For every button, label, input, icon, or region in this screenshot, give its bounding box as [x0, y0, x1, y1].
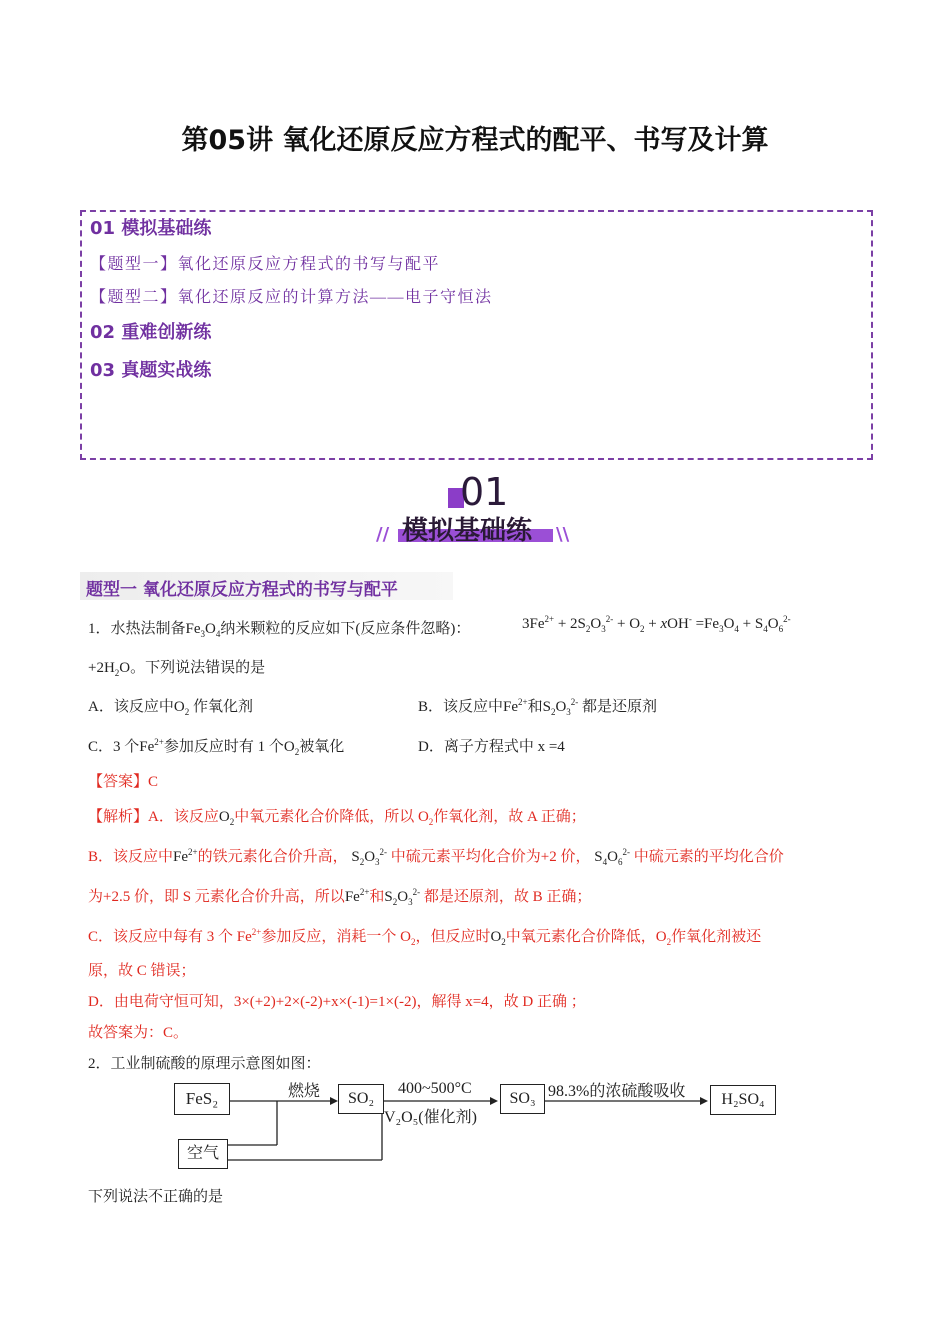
q2-tail: 下列说法不正确的是: [88, 1189, 224, 1205]
q1-option-c: C．3 个$Fe^{2+}$参加反应时有 1 个$O_2$被氧化: [88, 737, 345, 757]
label-absorption: 98.3%的浓硫酸吸收: [548, 1083, 686, 1100]
box-h2so4: H₂SO₄: [710, 1085, 776, 1115]
page-title: 第05讲 氧化还原反应方程式的配平、书写及计算: [181, 125, 769, 156]
sulfuric-acid-process-diagram: [170, 1078, 790, 1170]
q1-stem-line2: $+2H_2O$。下列说法错误的是: [88, 660, 266, 678]
q1-explanation-b1: B．该反应中$Fe^{2+}$的铁元素化合价升高， $S_2O_3^{2-}$ 中硫元素平均化合价为+2 价， $S_4O_6^{2-}$ 中硫元素的平均化合价: [88, 847, 784, 867]
q1-explanation-c1: C．该反应中每有 3 个 $Fe^{2+}$参加反应，消耗一个 $O_2$，但反应时$O_2$中氧元素化合价降低，$O_2$作氧化剂被还: [88, 927, 762, 947]
slash-decoration-right: \\: [556, 524, 570, 545]
formula-fe3o4: $Fe_3O_4$: [185, 621, 221, 639]
q2-stem: 2．工业制硫酸的原理示意图如图：: [88, 1056, 321, 1072]
q1-explanation-c2: 原，故 C 错误；: [88, 963, 196, 979]
label-temperature: 400~500°C: [398, 1080, 472, 1097]
q1-option-d: D．离子方程式中 x =4: [418, 739, 565, 755]
q1-option-a: A．该反应中$O_2$ 作氧化剂: [88, 699, 253, 717]
arrowhead-1: [330, 1097, 338, 1105]
q1-explanation-b2: 为+2.5 价，即 S 元素化合价升高，所以$Fe^{2+}$和$S_2O_3^{2-}$ 都是还原剂，故 B 正确；: [88, 887, 592, 907]
box-fes2: FeS₂: [174, 1083, 230, 1115]
type-heading: 题型一 氧化还原反应方程式的书写与配平: [86, 580, 398, 600]
q1-conclusion: 故答案为：C。: [88, 1025, 189, 1041]
reaction-equation: $3Fe^{2+} + 2S_2O_3^{2-} + O_2 + xOH^- =Fe_3O_4 + S_4O_6^{2-}$: [522, 614, 791, 634]
toc-heading-3: 03 真题实战练: [90, 360, 212, 381]
box-air: 空气: [178, 1139, 228, 1169]
q1-explanation-a: 【解析】A．该反应$O_2$中氧元素化合价降低，所以 $O_2$作氧化剂，故 A 正确；: [88, 809, 586, 827]
section-title: 模拟基础练: [402, 516, 533, 546]
toc-sub-2: 【题型二】氧化还原反应的计算方法——电子守恒法: [90, 289, 493, 306]
toc-sub-1: 【题型一】氧化还原反应方程式的书写与配平: [90, 256, 441, 273]
q1-explanation-d: D．由电荷守恒可知，3×(+2)+2×(-2)+x×(-1)=1×(-2)，解得 x=4，故 D 正确 ；: [88, 994, 586, 1010]
box-so2: SO₂: [338, 1084, 384, 1114]
box-so3: SO₃: [500, 1084, 545, 1114]
label-catalyst: V₂O₅(催化剂): [384, 1109, 477, 1126]
q1-option-b: B．该反应中$Fe^{2+}$和$S_2O_3^{2-}$ 都是还原剂: [418, 697, 658, 717]
q1-stem-line1: 1．水热法制备$Fe_3O_4$纳米颗粒的反应如下(反应条件忽略)：: [88, 621, 471, 639]
q1-answer: 【答案】C: [88, 774, 159, 790]
arrowhead-2: [490, 1097, 498, 1105]
slash-decoration-left: //: [376, 524, 390, 545]
label-burn: 燃烧: [288, 1083, 321, 1100]
toc-heading-2: 02 重难创新练: [90, 322, 212, 343]
arrowhead-3: [700, 1097, 708, 1105]
toc-heading-1: 01 模拟基础练: [90, 218, 212, 239]
section-number: 01: [460, 470, 509, 514]
